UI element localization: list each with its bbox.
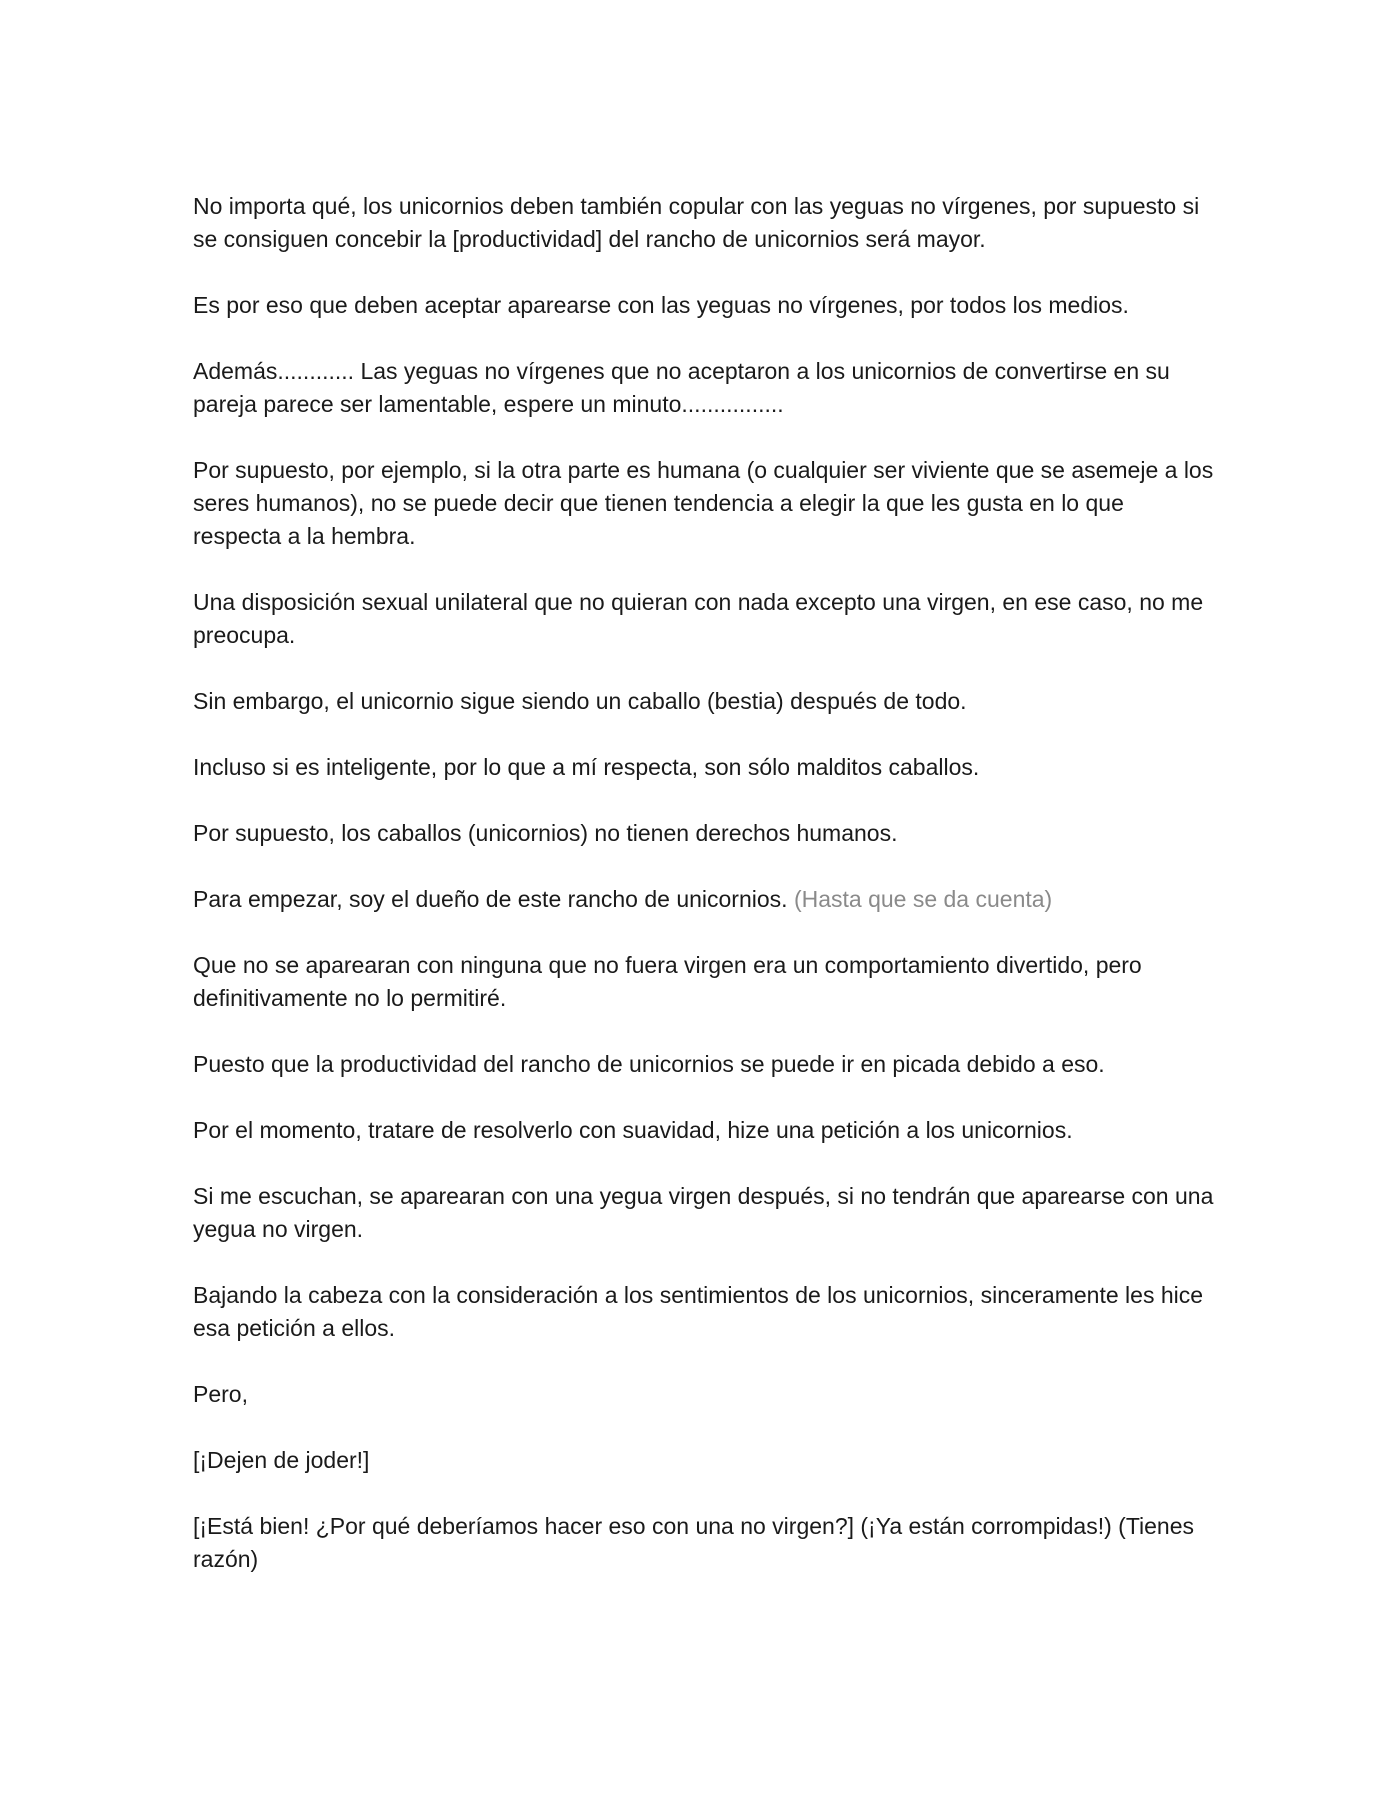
paragraph-text: Que no se aparearan con ninguna que no fuera virgen era un comportamiento divertido, pero definitivamente no lo permitiré. xyxy=(193,952,1142,1011)
paragraph xyxy=(193,1279,1218,1345)
paragraph-text: Sin embargo, el unicornio sigue siendo un caballo (bestia) después de todo. xyxy=(193,688,967,714)
paragraph-text: Además............ Las yeguas no vírgenes que no aceptaron a los unicornios de convertirse en su pareja parece ser lamentable, espere un minuto................ xyxy=(193,358,1170,417)
paragraph xyxy=(193,949,1218,1015)
paragraph xyxy=(193,454,1218,553)
paragraph-text: Si me escuchan, se aparearan con una yegua virgen después, si no tendrán que aparearse con una yegua no virgen. xyxy=(193,1183,1214,1242)
paragraph-text: Incluso si es inteligente, por lo que a mí respecta, son sólo malditos caballos. xyxy=(193,754,980,780)
paragraph xyxy=(193,586,1218,652)
paragraph-text: Es por eso que deben aceptar aparearse con las yeguas no vírgenes, por todos los medios. xyxy=(193,292,1129,318)
paragraph xyxy=(193,817,1218,850)
paragraph-text: [¡Dejen de joder!] xyxy=(193,1447,370,1473)
paragraph xyxy=(193,289,1218,322)
paragraph-text: Por supuesto, los caballos (unicornios) no tienen derechos humanos. xyxy=(193,820,898,846)
paragraph-text: Una disposición sexual unilateral que no quieran con nada excepto una virgen, en ese caso, no me preocupa. xyxy=(193,589,1204,648)
paragraph xyxy=(193,883,1218,916)
paragraph-text: Pero, xyxy=(193,1381,248,1407)
paragraph xyxy=(193,355,1218,421)
paragraph xyxy=(193,1444,1218,1477)
paragraph-text: Por el momento, tratare de resolverlo con suavidad, hize una petición a los unicornios. xyxy=(193,1117,1073,1143)
paragraph xyxy=(193,1048,1218,1081)
paragraph xyxy=(193,751,1218,784)
paragraph-text: Puesto que la productividad del rancho de unicornios se puede ir en picada debido a eso. xyxy=(193,1051,1105,1077)
paragraph xyxy=(193,1180,1218,1246)
paragraph xyxy=(193,190,1218,256)
paragraph-text: [¡Está bien! ¿Por qué deberíamos hacer eso con una no virgen?] (¡Ya están corrompidas!) (Tienes razón) xyxy=(193,1513,1195,1572)
aside-note: (Hasta que se da cuenta) xyxy=(793,886,1053,912)
paragraph xyxy=(193,685,1218,718)
paragraph xyxy=(193,1114,1218,1147)
paragraph-text: Para empezar, soy el dueño de este rancho de unicornios. xyxy=(193,886,788,912)
paragraph-text: No importa qué, los unicornios deben también copular con las yeguas no vírgenes, por supuesto si se consiguen concebir la [productividad] del rancho de unicornios será mayor. xyxy=(193,193,1200,252)
paragraph xyxy=(193,1378,1218,1411)
document-body xyxy=(193,190,1218,1609)
paragraph xyxy=(193,1510,1218,1576)
paragraph-text: Bajando la cabeza con la consideración a los sentimientos de los unicornios, sinceramente les hice esa petición a ellos. xyxy=(193,1282,1204,1341)
paragraph-text: Por supuesto, por ejemplo, si la otra parte es humana (o cualquier ser viviente que se asemeje a los seres humanos), no se puede decir que tienen tendencia a elegir la que les gusta en lo que respecta a la hembra. xyxy=(193,457,1214,549)
